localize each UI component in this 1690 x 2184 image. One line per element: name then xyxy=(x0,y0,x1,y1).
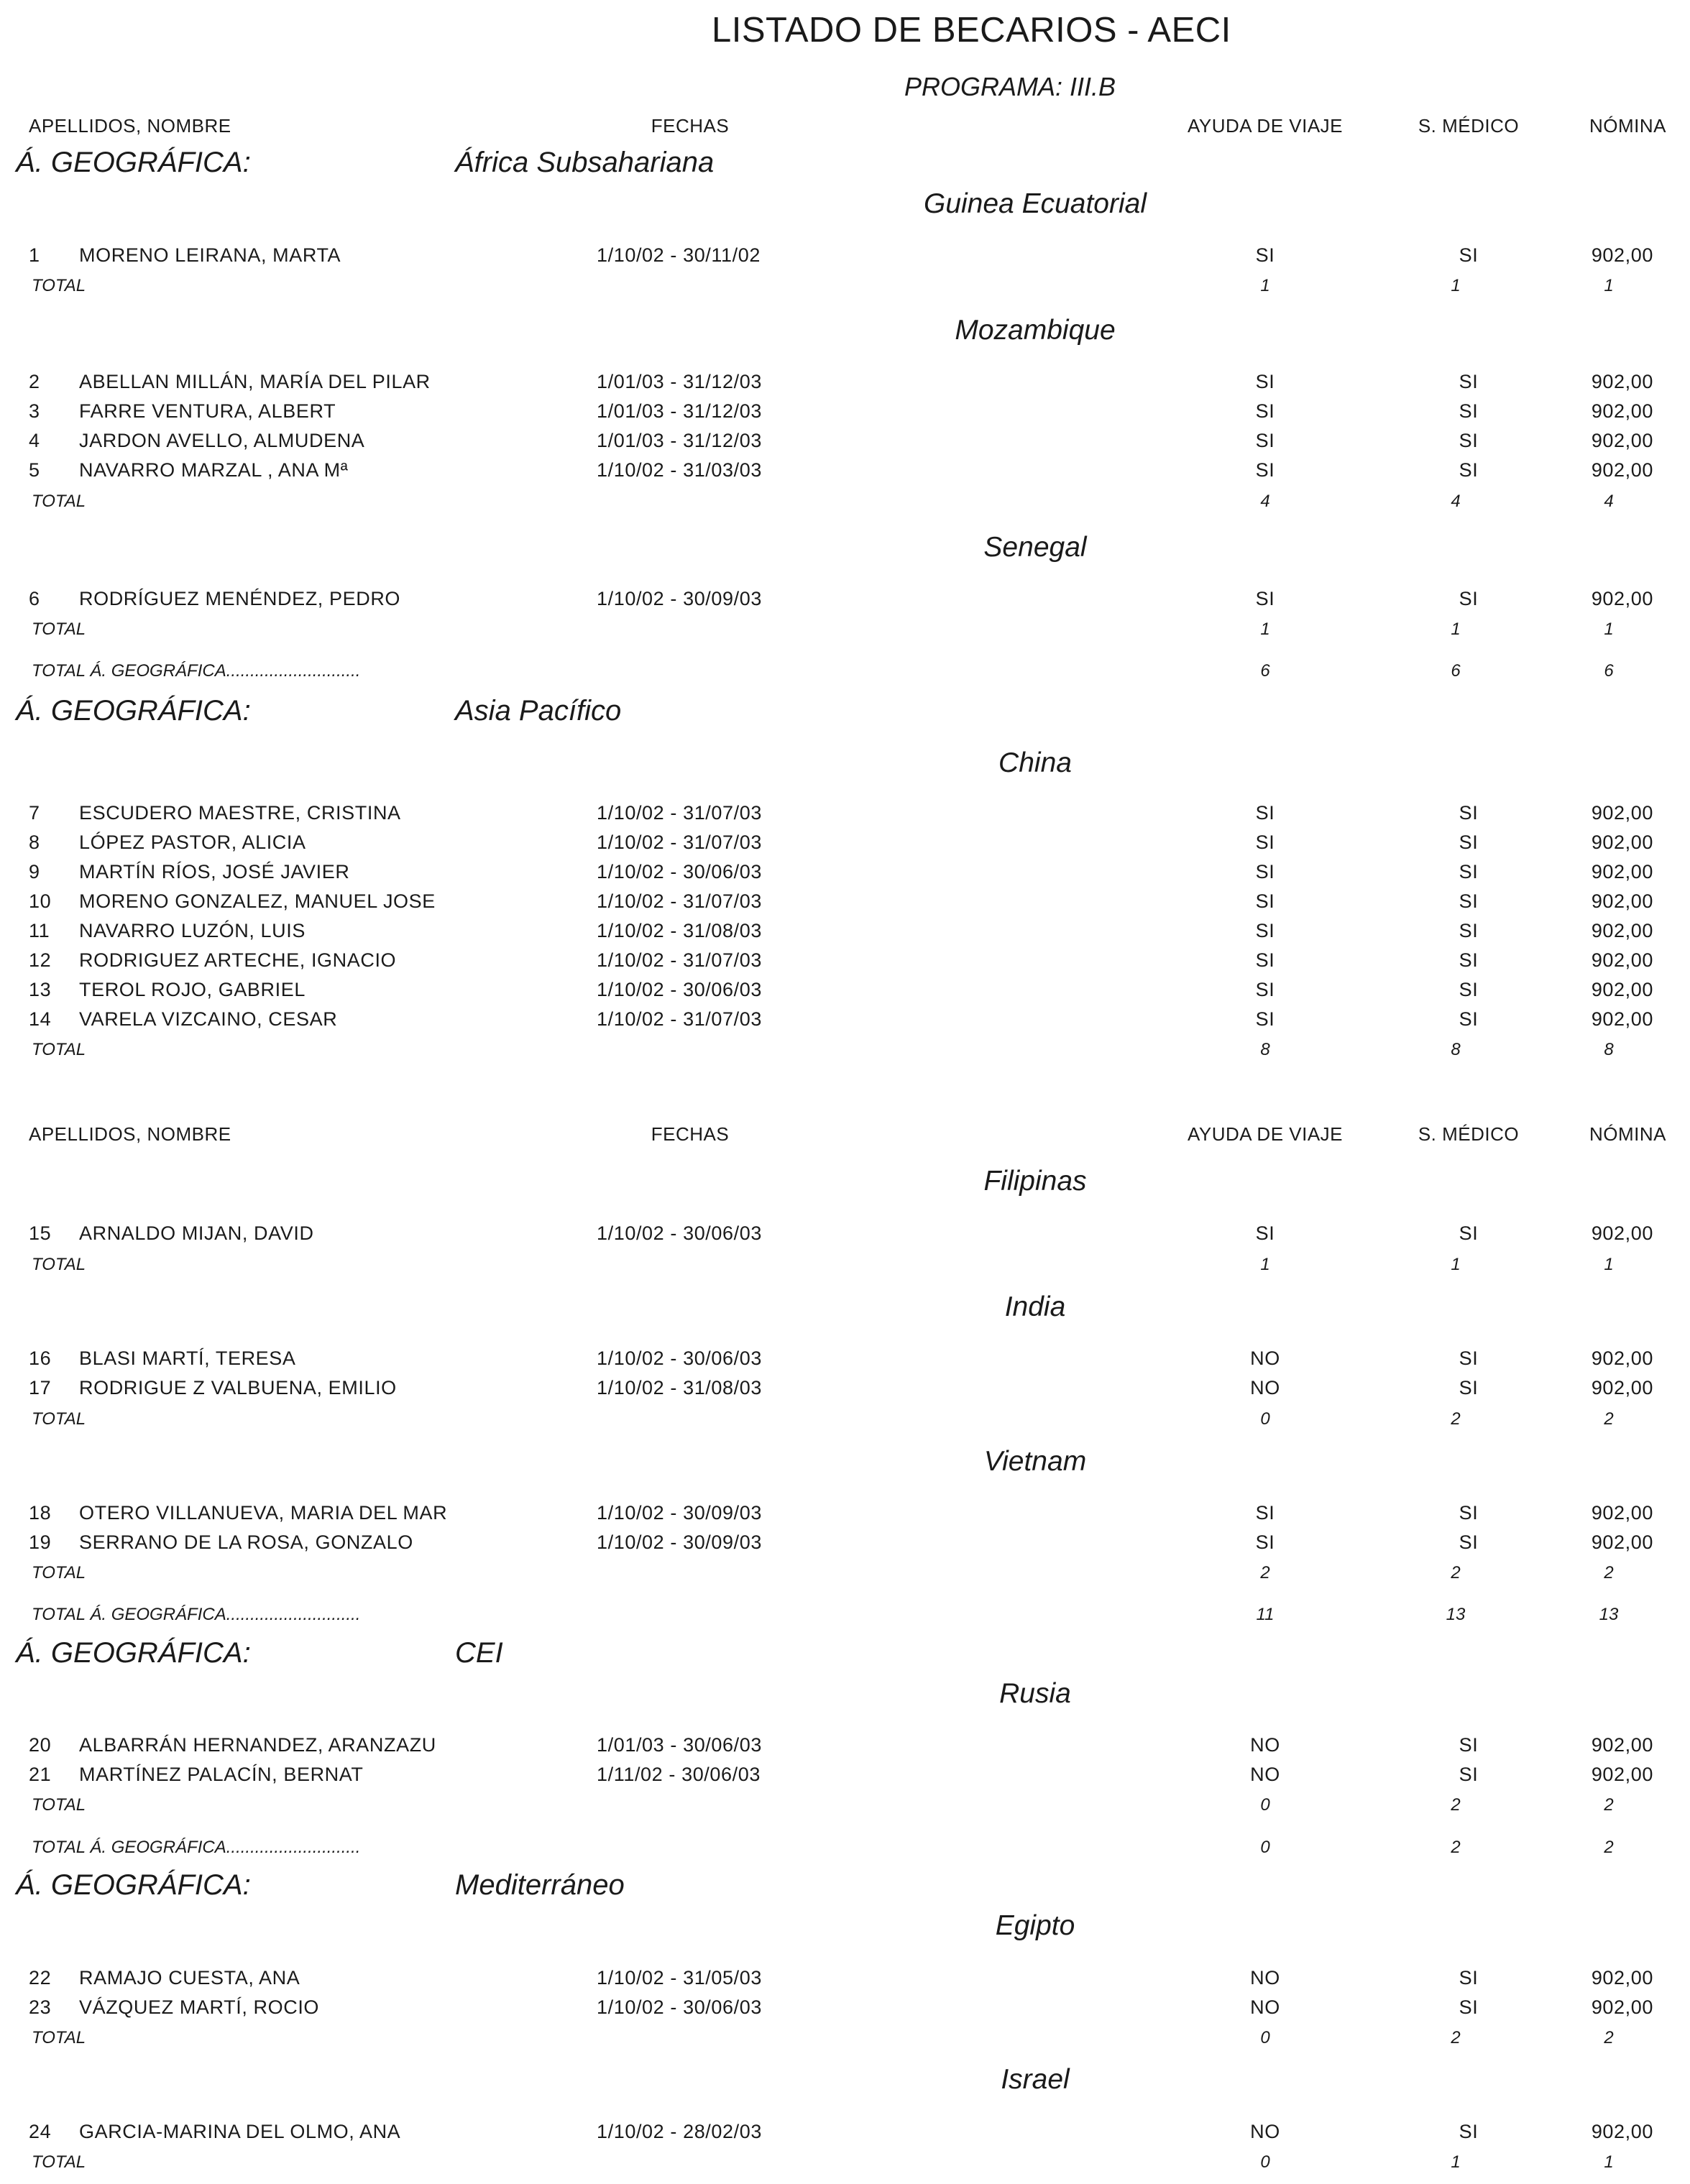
row-number: 23 xyxy=(29,1996,52,2018)
payroll-value: 902,00 xyxy=(1591,1967,1653,1989)
payroll-value: 902,00 xyxy=(1591,459,1653,481)
payroll-value: 902,00 xyxy=(1591,802,1653,824)
total-medical: 2 xyxy=(1451,1563,1461,1582)
date-range: 1/10/02 - 30/09/03 xyxy=(597,588,762,609)
total-label: TOTAL xyxy=(32,2152,86,2172)
payroll-value: 902,00 xyxy=(1591,588,1653,609)
total-label: TOTAL xyxy=(32,1563,86,1582)
date-range: 1/10/02 - 30/06/03 xyxy=(597,1996,762,2018)
row-number: 11 xyxy=(29,920,50,941)
geo-area-label: Á. GEOGRÁFICA: xyxy=(16,1869,251,1901)
medical-value: SI xyxy=(1459,1222,1479,1244)
total-travel: 0 xyxy=(1260,2028,1270,2047)
payroll-value: 902,00 xyxy=(1591,1734,1653,1756)
payroll-value: 902,00 xyxy=(1591,1764,1653,1785)
row-number: 12 xyxy=(29,949,52,971)
total-medical: 2 xyxy=(1451,2028,1461,2047)
total-label: TOTAL xyxy=(32,492,86,511)
payroll-value: 902,00 xyxy=(1591,1502,1653,1524)
total-payroll: 2 xyxy=(1604,2028,1614,2047)
payroll-value: 902,00 xyxy=(1591,1347,1653,1369)
geo-total-label: TOTAL Á. GEOGRÁFICA............................ xyxy=(32,1838,361,1857)
scholar-name: TEROL ROJO, GABRIEL xyxy=(79,979,306,1000)
travel-aid-value: NO xyxy=(1250,1734,1280,1756)
medical-value: SI xyxy=(1459,400,1479,422)
medical-value: SI xyxy=(1459,1347,1479,1369)
travel-aid-value: SI xyxy=(1255,1008,1275,1030)
total-payroll: 1 xyxy=(1604,1255,1614,1274)
row-number: 2 xyxy=(29,371,40,392)
document-title: LISTADO DE BECARIOS - AECI xyxy=(712,11,1231,50)
country-heading: Israel xyxy=(1001,2064,1070,2095)
scholar-name: ABELLAN MILLÁN, MARÍA DEL PILAR xyxy=(79,371,431,392)
program-subtitle: PROGRAMA: III.B xyxy=(904,72,1116,101)
medical-value: SI xyxy=(1459,920,1479,941)
date-range: 1/01/03 - 31/12/03 xyxy=(597,430,762,451)
row-number: 16 xyxy=(29,1347,52,1369)
column-header-dates: FECHAS xyxy=(651,1123,730,1145)
total-label: TOTAL xyxy=(32,1040,86,1059)
row-number: 10 xyxy=(29,890,52,912)
travel-aid-value: NO xyxy=(1250,1377,1280,1399)
row-number: 13 xyxy=(29,979,52,1000)
medical-value: SI xyxy=(1459,1967,1479,1989)
travel-aid-value: NO xyxy=(1250,2121,1280,2142)
scholar-name: ARNALDO MIJAN, DAVID xyxy=(79,1222,314,1244)
travel-aid-value: SI xyxy=(1255,831,1275,853)
row-number: 4 xyxy=(29,430,40,451)
total-payroll: 2 xyxy=(1604,1563,1614,1582)
travel-aid-value: NO xyxy=(1250,1967,1280,1989)
travel-aid-value: SI xyxy=(1255,244,1275,266)
country-heading: China xyxy=(998,747,1072,778)
medical-value: SI xyxy=(1459,1734,1479,1756)
medical-value: SI xyxy=(1459,459,1479,481)
total-payroll: 2 xyxy=(1604,1795,1614,1815)
travel-aid-value: SI xyxy=(1255,949,1275,971)
travel-aid-value: SI xyxy=(1255,430,1275,451)
geo-area-label: Á. GEOGRÁFICA: xyxy=(16,147,251,178)
payroll-value: 902,00 xyxy=(1591,1008,1653,1030)
total-medical: 1 xyxy=(1451,2152,1461,2172)
date-range: 1/10/02 - 30/09/03 xyxy=(597,1531,762,1553)
total-travel: 1 xyxy=(1260,1255,1270,1274)
travel-aid-value: SI xyxy=(1255,459,1275,481)
column-header-travel: AYUDA DE VIAJE xyxy=(1187,115,1344,137)
row-number: 24 xyxy=(29,2121,52,2142)
payroll-value: 902,00 xyxy=(1591,949,1653,971)
column-header-payroll: NÓMINA xyxy=(1589,115,1666,137)
scholar-name: RODRÍGUEZ MENÉNDEZ, PEDRO xyxy=(79,588,401,609)
total-travel: 1 xyxy=(1260,276,1270,295)
travel-aid-value: SI xyxy=(1255,890,1275,912)
scholar-name: NAVARRO MARZAL , ANA Mª xyxy=(79,459,349,481)
travel-aid-value: SI xyxy=(1255,1222,1275,1244)
date-range: 1/10/02 - 30/06/03 xyxy=(597,1347,762,1369)
geo-total-payroll: 13 xyxy=(1599,1605,1619,1624)
payroll-value: 902,00 xyxy=(1591,1222,1653,1244)
payroll-value: 902,00 xyxy=(1591,861,1653,883)
total-medical: 1 xyxy=(1451,276,1461,295)
scholar-name: NAVARRO LUZÓN, LUIS xyxy=(79,920,306,941)
date-range: 1/10/02 - 31/07/03 xyxy=(597,1008,762,1030)
scholar-name: VÁZQUEZ MARTÍ, ROCIO xyxy=(79,1996,320,2018)
scholar-name: VARELA VIZCAINO, CESAR xyxy=(79,1008,338,1030)
payroll-value: 902,00 xyxy=(1591,244,1653,266)
total-travel: 0 xyxy=(1260,1409,1270,1429)
total-travel: 2 xyxy=(1260,1563,1270,1582)
row-number: 18 xyxy=(29,1502,52,1524)
medical-value: SI xyxy=(1459,831,1479,853)
column-header-medical: S. MÉDICO xyxy=(1418,1123,1520,1145)
total-travel: 8 xyxy=(1260,1040,1270,1059)
geo-area-name: África Subsahariana xyxy=(455,147,715,178)
scholar-name: BLASI MARTÍ, TERESA xyxy=(79,1347,296,1369)
medical-value: SI xyxy=(1459,244,1479,266)
payroll-value: 902,00 xyxy=(1591,430,1653,451)
medical-value: SI xyxy=(1459,588,1479,609)
travel-aid-value: SI xyxy=(1255,588,1275,609)
country-heading: Mozambique xyxy=(955,315,1116,346)
total-travel: 1 xyxy=(1260,619,1270,639)
total-medical: 1 xyxy=(1451,1255,1461,1274)
row-number: 14 xyxy=(29,1008,52,1030)
scholar-name: MARTÍNEZ PALACÍN, BERNAT xyxy=(79,1764,364,1785)
travel-aid-value: SI xyxy=(1255,400,1275,422)
geo-area-name: CEI xyxy=(455,1637,503,1669)
payroll-value: 902,00 xyxy=(1591,1531,1653,1553)
medical-value: SI xyxy=(1459,979,1479,1000)
total-label: TOTAL xyxy=(32,1409,86,1429)
medical-value: SI xyxy=(1459,861,1479,883)
geo-total-travel: 0 xyxy=(1260,1838,1270,1857)
scholar-name: RODRIGUEZ ARTECHE, IGNACIO xyxy=(79,949,397,971)
total-medical: 2 xyxy=(1451,1795,1461,1815)
total-medical: 8 xyxy=(1451,1040,1461,1059)
row-number: 21 xyxy=(29,1764,52,1785)
travel-aid-value: SI xyxy=(1255,371,1275,392)
total-payroll: 1 xyxy=(1604,2152,1614,2172)
medical-value: SI xyxy=(1459,1996,1479,2018)
row-number: 19 xyxy=(29,1531,52,1553)
column-header-travel: AYUDA DE VIAJE xyxy=(1187,1123,1344,1145)
total-label: TOTAL xyxy=(32,1255,86,1274)
date-range: 1/10/02 - 30/06/03 xyxy=(597,979,762,1000)
scholar-name: SERRANO DE LA ROSA, GONZALO xyxy=(79,1531,413,1553)
travel-aid-value: NO xyxy=(1250,1347,1280,1369)
total-label: TOTAL xyxy=(32,276,86,295)
geo-total-label: TOTAL Á. GEOGRÁFICA............................ xyxy=(32,661,361,681)
date-range: 1/01/03 - 31/12/03 xyxy=(597,400,762,422)
row-number: 6 xyxy=(29,588,40,609)
scholar-name: JARDON AVELLO, ALMUDENA xyxy=(79,430,365,451)
geo-total-medical: 2 xyxy=(1451,1838,1461,1857)
country-heading: India xyxy=(1004,1291,1066,1322)
travel-aid-value: SI xyxy=(1255,861,1275,883)
column-header-name: APELLIDOS, NOMBRE xyxy=(29,115,231,137)
row-number: 22 xyxy=(29,1967,52,1989)
country-heading: Egipto xyxy=(995,1910,1075,1941)
date-range: 1/10/02 - 30/06/03 xyxy=(597,1222,762,1244)
medical-value: SI xyxy=(1459,1764,1479,1785)
date-range: 1/10/02 - 31/07/03 xyxy=(597,949,762,971)
row-number: 17 xyxy=(29,1377,52,1399)
geo-area-name: Mediterráneo xyxy=(455,1869,625,1901)
payroll-value: 902,00 xyxy=(1591,2121,1653,2142)
geo-total-medical: 13 xyxy=(1446,1605,1466,1624)
row-number: 3 xyxy=(29,400,40,422)
payroll-value: 902,00 xyxy=(1591,1996,1653,2018)
date-range: 1/11/02 - 30/06/03 xyxy=(597,1764,761,1785)
total-travel: 4 xyxy=(1260,492,1270,511)
geo-total-medical: 6 xyxy=(1451,661,1461,681)
travel-aid-value: SI xyxy=(1255,1531,1275,1553)
date-range: 1/10/02 - 31/08/03 xyxy=(597,920,762,941)
country-heading: Filipinas xyxy=(983,1166,1087,1197)
row-number: 5 xyxy=(29,459,40,481)
geo-total-travel: 6 xyxy=(1260,661,1270,681)
row-number: 1 xyxy=(29,244,40,266)
medical-value: SI xyxy=(1459,371,1479,392)
geo-area-label: Á. GEOGRÁFICA: xyxy=(16,695,251,727)
row-number: 7 xyxy=(29,802,40,824)
scholar-name: FARRE VENTURA, ALBERT xyxy=(79,400,336,422)
column-header-dates: FECHAS xyxy=(651,115,730,137)
medical-value: SI xyxy=(1459,2121,1479,2142)
scholar-name: MORENO LEIRANA, MARTA xyxy=(79,244,341,266)
country-heading: Rusia xyxy=(999,1678,1071,1709)
payroll-value: 902,00 xyxy=(1591,890,1653,912)
date-range: 1/10/02 - 30/11/02 xyxy=(597,244,761,266)
travel-aid-value: SI xyxy=(1255,979,1275,1000)
payroll-value: 902,00 xyxy=(1591,831,1653,853)
medical-value: SI xyxy=(1459,802,1479,824)
geo-total-payroll: 6 xyxy=(1604,661,1614,681)
date-range: 1/10/02 - 30/06/03 xyxy=(597,861,762,883)
scholar-name: LÓPEZ PASTOR, ALICIA xyxy=(79,831,306,853)
medical-value: SI xyxy=(1459,1531,1479,1553)
row-number: 20 xyxy=(29,1734,52,1756)
total-medical: 1 xyxy=(1451,619,1461,639)
geo-total-payroll: 2 xyxy=(1604,1838,1614,1857)
total-payroll: 8 xyxy=(1604,1040,1614,1059)
payroll-value: 902,00 xyxy=(1591,979,1653,1000)
date-range: 1/10/02 - 30/09/03 xyxy=(597,1502,762,1524)
travel-aid-value: SI xyxy=(1255,1502,1275,1524)
total-payroll: 2 xyxy=(1604,1409,1614,1429)
total-payroll: 1 xyxy=(1604,619,1614,639)
country-heading: Senegal xyxy=(983,532,1087,563)
scholar-name: GARCIA-MARINA DEL OLMO, ANA xyxy=(79,2121,401,2142)
total-label: TOTAL xyxy=(32,619,86,639)
medical-value: SI xyxy=(1459,890,1479,912)
date-range: 1/10/02 - 31/07/03 xyxy=(597,890,762,912)
travel-aid-value: NO xyxy=(1250,1764,1280,1785)
medical-value: SI xyxy=(1459,430,1479,451)
date-range: 1/10/02 - 31/05/03 xyxy=(597,1967,762,1989)
payroll-value: 902,00 xyxy=(1591,1377,1653,1399)
scholar-name: RAMAJO CUESTA, ANA xyxy=(79,1967,300,1989)
geo-area-name: Asia Pacífico xyxy=(455,695,622,727)
scholar-name: ALBARRÁN HERNANDEZ, ARANZAZU xyxy=(79,1734,436,1756)
total-medical: 4 xyxy=(1451,492,1461,511)
payroll-value: 902,00 xyxy=(1591,920,1653,941)
column-header-medical: S. MÉDICO xyxy=(1418,115,1520,137)
scholar-name: ESCUDERO MAESTRE, CRISTINA xyxy=(79,802,401,824)
date-range: 1/10/02 - 31/07/03 xyxy=(597,831,762,853)
medical-value: SI xyxy=(1459,1008,1479,1030)
column-header-name: APELLIDOS, NOMBRE xyxy=(29,1123,231,1145)
date-range: 1/01/03 - 30/06/03 xyxy=(597,1734,762,1756)
geo-area-label: Á. GEOGRÁFICA: xyxy=(16,1637,251,1669)
travel-aid-value: SI xyxy=(1255,920,1275,941)
date-range: 1/10/02 - 31/08/03 xyxy=(597,1377,762,1399)
scholar-name: OTERO VILLANUEVA, MARIA DEL MAR xyxy=(79,1502,448,1524)
country-heading: Guinea Ecuatorial xyxy=(923,188,1147,219)
date-range: 1/01/03 - 31/12/03 xyxy=(597,371,762,392)
medical-value: SI xyxy=(1459,1502,1479,1524)
column-header-payroll: NÓMINA xyxy=(1589,1123,1666,1145)
scholar-name: MARTÍN RÍOS, JOSÉ JAVIER xyxy=(79,861,350,883)
payroll-value: 902,00 xyxy=(1591,400,1653,422)
row-number: 9 xyxy=(29,861,40,883)
row-number: 15 xyxy=(29,1222,52,1244)
medical-value: SI xyxy=(1459,949,1479,971)
row-number: 8 xyxy=(29,831,40,853)
total-label: TOTAL xyxy=(32,2028,86,2047)
country-heading: Vietnam xyxy=(983,1446,1087,1477)
total-payroll: 4 xyxy=(1604,492,1614,511)
geo-total-label: TOTAL Á. GEOGRÁFICA............................ xyxy=(32,1605,361,1624)
total-travel: 0 xyxy=(1260,1795,1270,1815)
total-travel: 0 xyxy=(1260,2152,1270,2172)
total-label: TOTAL xyxy=(32,1795,86,1815)
scholar-name: RODRIGUE Z VALBUENA, EMILIO xyxy=(79,1377,397,1399)
total-medical: 2 xyxy=(1451,1409,1461,1429)
travel-aid-value: SI xyxy=(1255,802,1275,824)
date-range: 1/10/02 - 31/03/03 xyxy=(597,459,762,481)
date-range: 1/10/02 - 28/02/03 xyxy=(597,2121,762,2142)
total-payroll: 1 xyxy=(1604,276,1614,295)
medical-value: SI xyxy=(1459,1377,1479,1399)
scholar-name: MORENO GONZALEZ, MANUEL JOSE xyxy=(79,890,436,912)
travel-aid-value: NO xyxy=(1250,1996,1280,2018)
date-range: 1/10/02 - 31/07/03 xyxy=(597,802,762,824)
payroll-value: 902,00 xyxy=(1591,371,1653,392)
geo-total-travel: 11 xyxy=(1256,1605,1275,1624)
